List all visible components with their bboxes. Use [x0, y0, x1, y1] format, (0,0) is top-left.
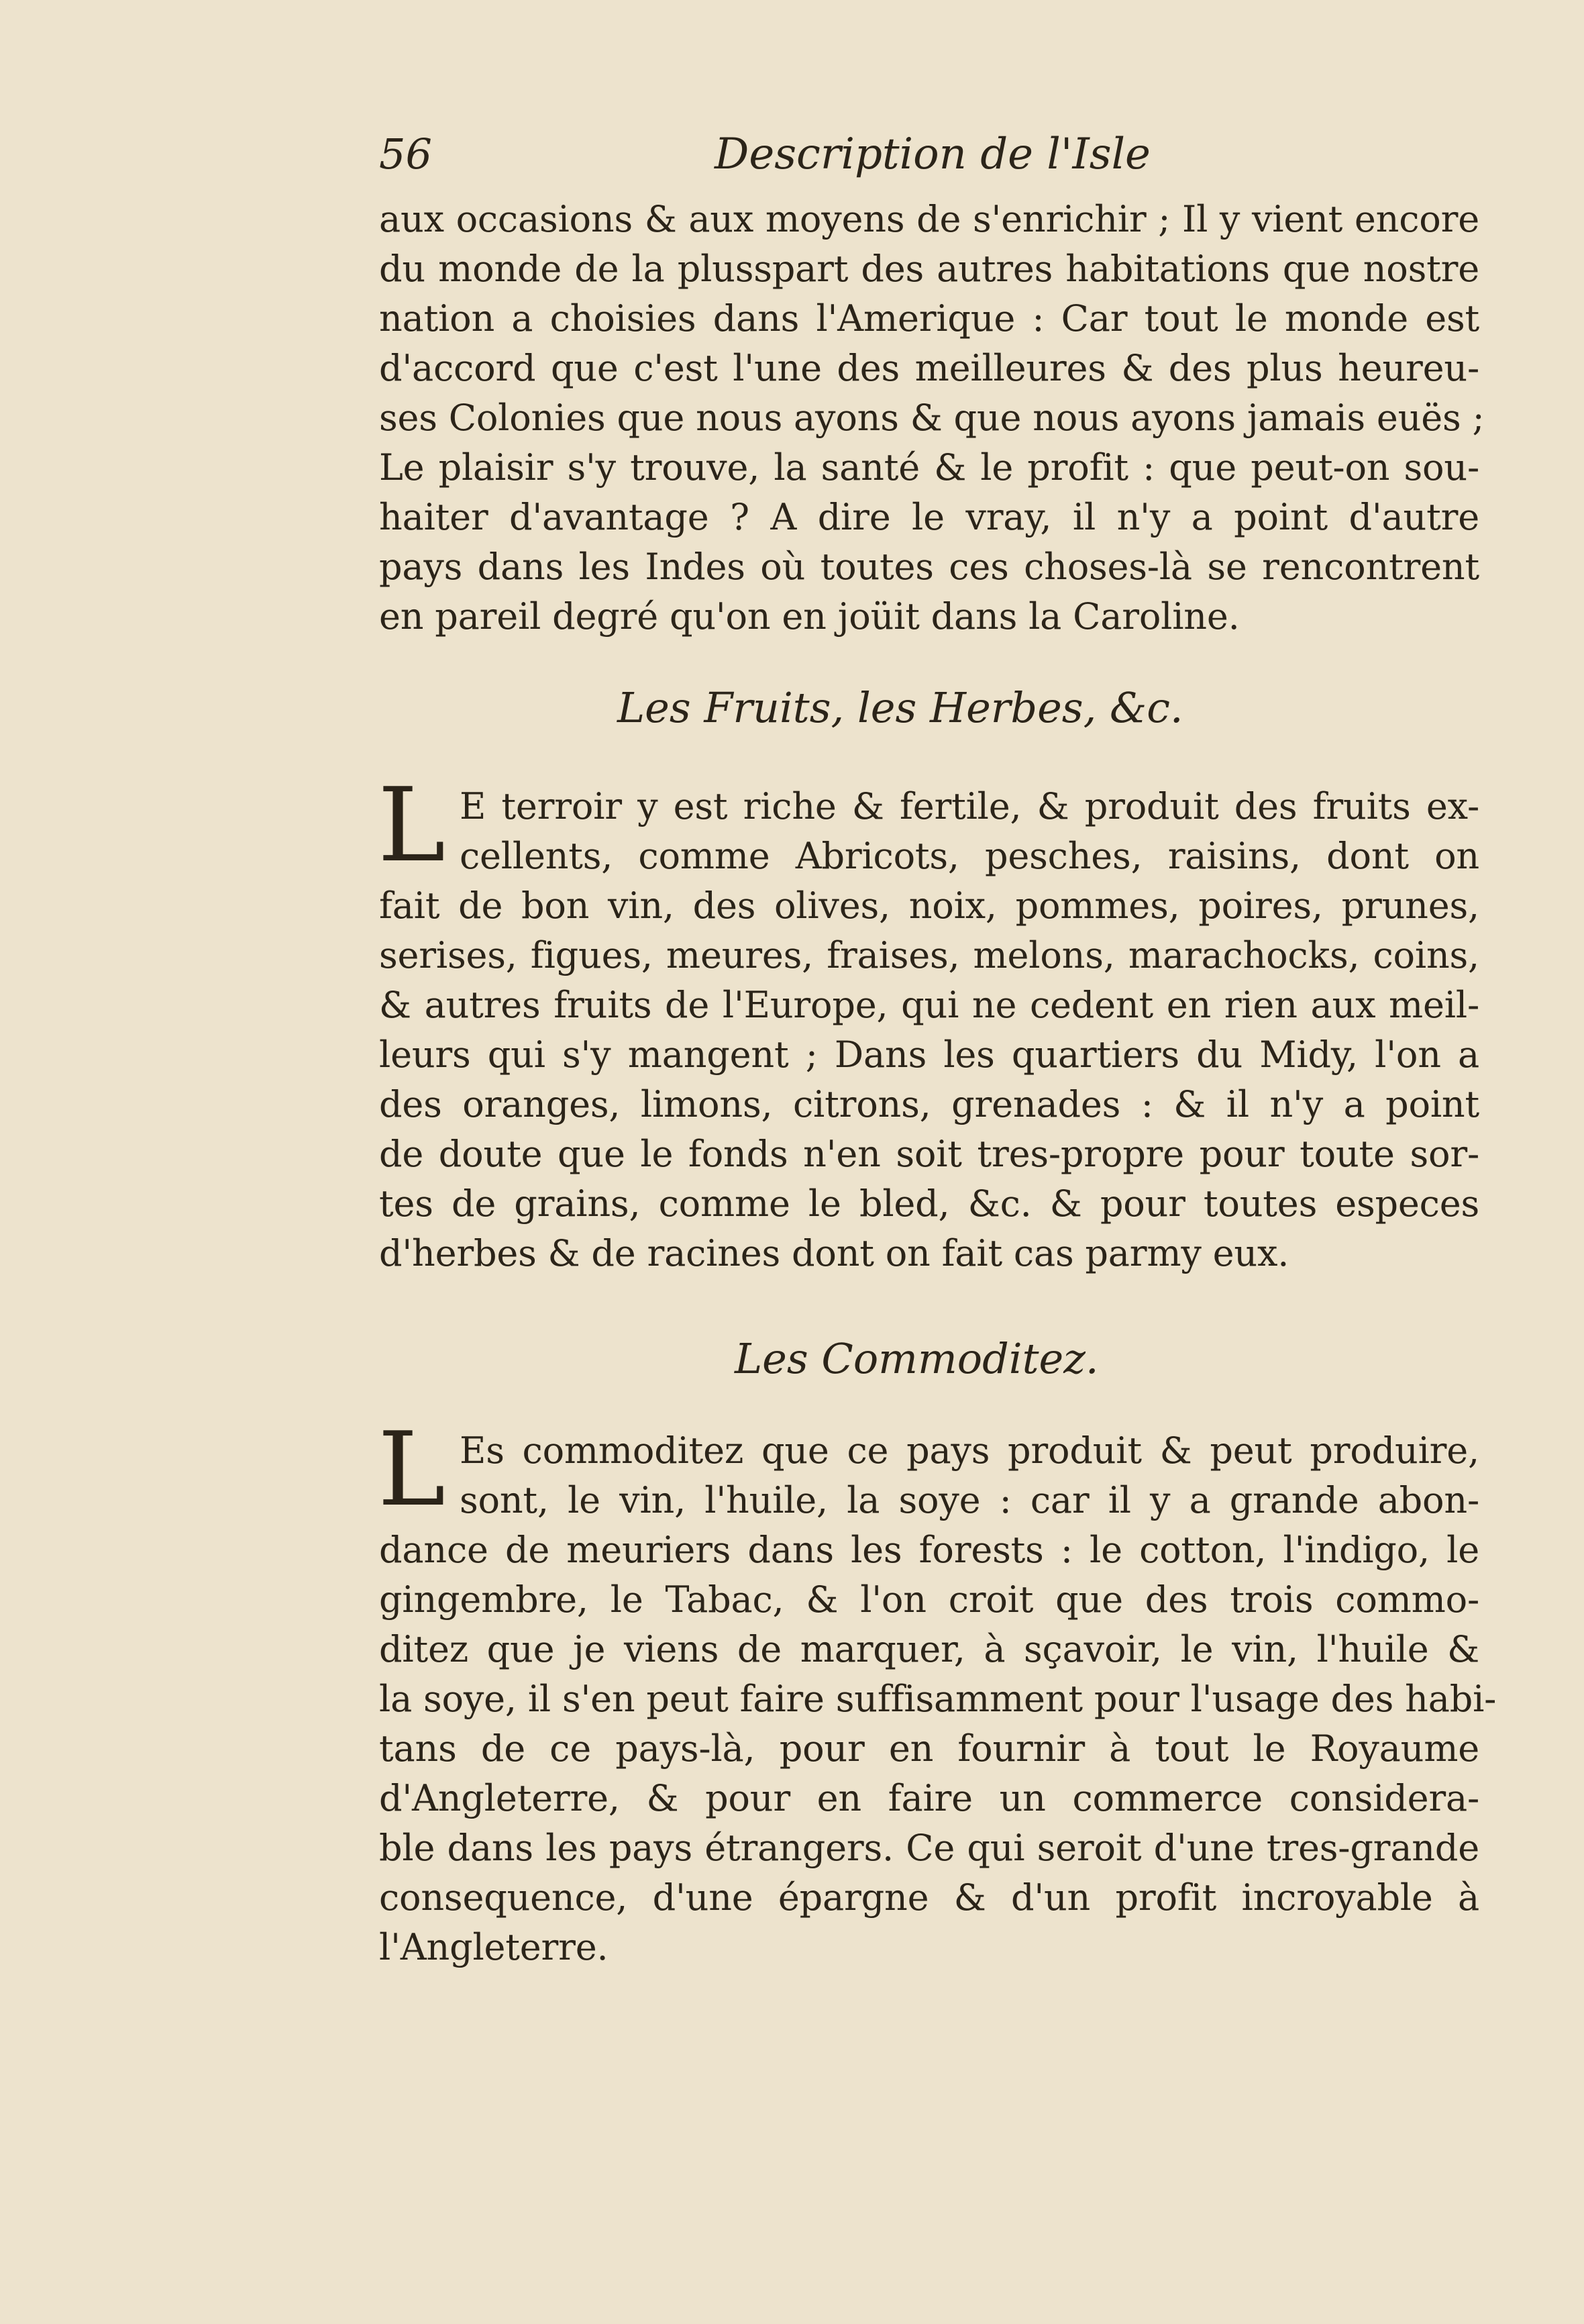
text-line: nation a choisies dans l'Amerique : Car tout le monde est — [379, 297, 1479, 340]
text-line: pays dans les Indes où toutes ces choses-là se rencontrent — [379, 546, 1479, 588]
section-title-fruits: Les Fruits, les Herbes, &c. — [617, 683, 1183, 732]
text-line: du monde de la plusspart des autres habitations que nostre — [379, 248, 1479, 290]
text-line: l'Angleterre. — [379, 1926, 609, 1968]
text-line: d'Angleterre, & pour en faire un commerce considera- — [379, 1777, 1479, 1819]
text-line: de doute que le fonds n'en soit tres-propre pour toute sor- — [379, 1133, 1479, 1175]
text-line: tans de ce pays-là, pour en fournir à tout le Royaume — [379, 1727, 1479, 1770]
text-line: haiter d'avantage ? A dire le vray, il n'y a point d'autre — [379, 496, 1479, 538]
drop-cap: L — [378, 1410, 445, 1529]
text-line: Es commoditez que ce pays produit & peut produire, — [460, 1429, 1479, 1472]
text-line: E terroir y est riche & fertile, & produit des fruits ex- — [460, 785, 1479, 827]
running-head: Description de l'Isle — [715, 130, 1151, 179]
text-line: en pareil degré qu'on en joüit dans la Caroline. — [379, 595, 1240, 638]
drop-cap: L — [378, 766, 445, 885]
text-line: sont, le vin, l'huile, la soye : car il y a grande abon- — [460, 1479, 1479, 1521]
text-line: fait de bon vin, des olives, noix, pommes, poires, prunes, — [379, 885, 1479, 927]
text-line: tes de grains, comme le bled, &c. & pour toutes especes — [379, 1182, 1479, 1225]
text-line: & autres fruits de l'Europe, qui ne cedent en rien aux meil- — [379, 984, 1479, 1026]
text-line: des oranges, limons, citrons, grenades : & il n'y a point — [379, 1083, 1479, 1125]
section-title-commodities: Les Commoditez. — [735, 1334, 1099, 1383]
paragraph-intro — [379, 195, 1485, 642]
paragraph-commodities — [379, 1426, 1497, 1972]
text-line: gingembre, le Tabac, & l'on croit que des trois commo- — [379, 1578, 1479, 1621]
text-line: d'herbes & de racines dont on fait cas parmy eux. — [379, 1232, 1289, 1274]
text-line: aux occasions & aux moyens de s'enrichir ; Il y vient encore — [379, 198, 1479, 240]
page-number: 56 — [379, 130, 432, 179]
paragraph-fruits — [379, 782, 1479, 1278]
text-line: leurs qui s'y mangent ; Dans les quartiers du Midy, l'on a — [379, 1033, 1479, 1076]
text-line: la soye, il s'en peut faire suffisamment pour l'usage des habi- — [379, 1678, 1497, 1720]
page-header — [379, 124, 1479, 185]
text-line: serises, figues, meures, fraises, melons, marachocks, coins, — [379, 934, 1479, 976]
text-line: consequence, d'une épargne & d'un profit incroyable à — [379, 1876, 1479, 1919]
text-line: dance de meuriers dans les forests : le cotton, l'indigo, le — [379, 1529, 1479, 1571]
text-line: ses Colonies que nous ayons & que nous ayons jamais euës ; — [379, 397, 1485, 439]
text-line: Le plaisir s'y trouve, la santé & le profit : que peut-on sou- — [379, 446, 1479, 489]
text-line: ditez que je viens de marquer, à sçavoir, le vin, l'huile & — [379, 1628, 1479, 1670]
text-line: ble dans les pays étrangers. Ce qui seroit d'une tres-grande — [379, 1827, 1479, 1869]
text-line: cellents, comme Abricots, pesches, raisins, dont on — [460, 835, 1479, 877]
text-line: d'accord que c'est l'une des meilleures & des plus heureu- — [379, 347, 1479, 389]
